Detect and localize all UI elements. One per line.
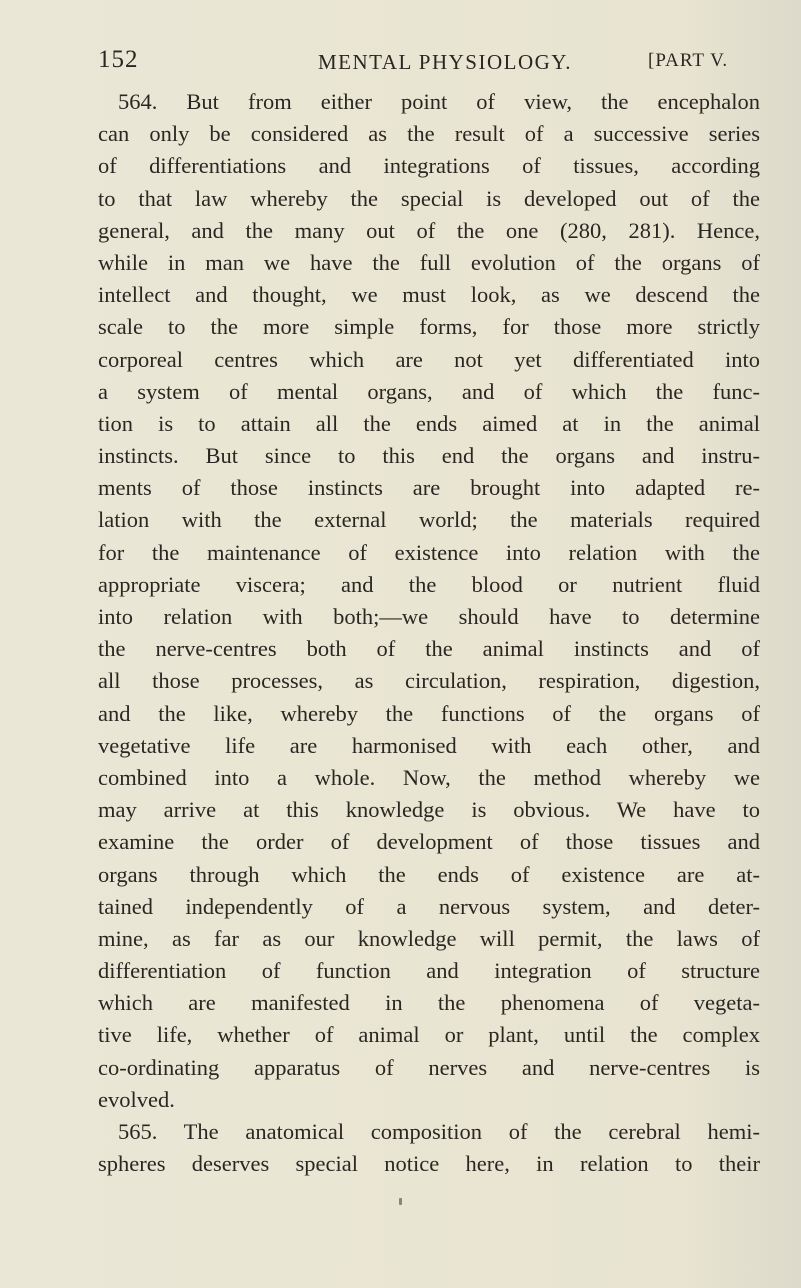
text-line: instincts. But since to this end the organs and instru- <box>98 443 760 469</box>
running-head: MENTAL PHYSIOLOGY. <box>318 50 572 74</box>
text-line: co-ordinating apparatus of nerves and nerve-centres is <box>98 1054 760 1080</box>
text-line: tained independently of a nervous system, and deter- <box>98 893 760 919</box>
text-line: evolved. <box>98 1086 175 1112</box>
text-line: appropriate viscera; and the blood or nutrient fluid <box>98 571 760 597</box>
print-speck <box>399 1198 402 1205</box>
part-label: [PART V. <box>648 50 729 71</box>
text-line: which are manifested in the phenomena of vegeta- <box>98 990 760 1016</box>
text-line: tion is to attain all the ends aimed at in the animal <box>98 410 760 436</box>
page-number: 152 <box>98 46 139 73</box>
text-line: the nerve-centres both of the animal instincts and of <box>98 636 760 662</box>
text-line: of differentiations and integrations of tissues, according <box>98 153 760 179</box>
text-line: organs through which the ends of existence are at- <box>98 861 760 887</box>
text-line: ments of those instincts are brought into adapted re- <box>98 475 760 501</box>
text-line: tive life, whether of animal or plant, until the complex <box>98 1022 760 1048</box>
text-line: combined into a whole. Now, the method whereby we <box>98 764 760 790</box>
text-line: to that law whereby the special is developed out of the <box>98 185 760 211</box>
text-line: vegetative life are harmonised with each other, and <box>98 732 760 758</box>
text-line: all those processes, as circulation, respiration, digestion, <box>98 668 760 694</box>
text-line: may arrive at this knowledge is obvious. We have to <box>98 797 760 823</box>
text-line: can only be considered as the result of a successive series <box>98 121 760 147</box>
text-line: lation with the external world; the materials required <box>98 507 760 533</box>
text-line: mine, as far as our knowledge will permit, the laws of <box>98 925 760 951</box>
text-line: examine the order of development of those tissues and <box>98 829 760 855</box>
text-line: scale to the more simple forms, for those more strictly <box>98 314 760 340</box>
text-line: differentiation of function and integration of structure <box>98 958 760 984</box>
text-line: while in man we have the full evolution of the organs of <box>98 249 760 275</box>
body-text <box>98 86 760 1180</box>
text-line: corporeal centres which are not yet differentiated into <box>98 346 760 372</box>
text-line: intellect and thought, we must look, as we descend the <box>98 282 760 308</box>
text-line: into relation with both;—we should have to determine <box>98 604 760 629</box>
page-header <box>98 46 758 86</box>
text-line: 565. The anatomical composition of the cerebral hemi- <box>118 1119 760 1144</box>
text-line: a system of mental organs, and of which the func- <box>98 378 760 404</box>
text-line: 564. But from either point of view, the encephalon <box>118 89 760 114</box>
text-line: and the like, whereby the functions of the organs of <box>98 700 760 726</box>
text-line: general, and the many out of the one (280, 281). Hence, <box>98 217 760 243</box>
text-line: for the maintenance of existence into relation with the <box>98 539 760 565</box>
text-line: spheres deserves special notice here, in relation to their <box>98 1151 760 1177</box>
